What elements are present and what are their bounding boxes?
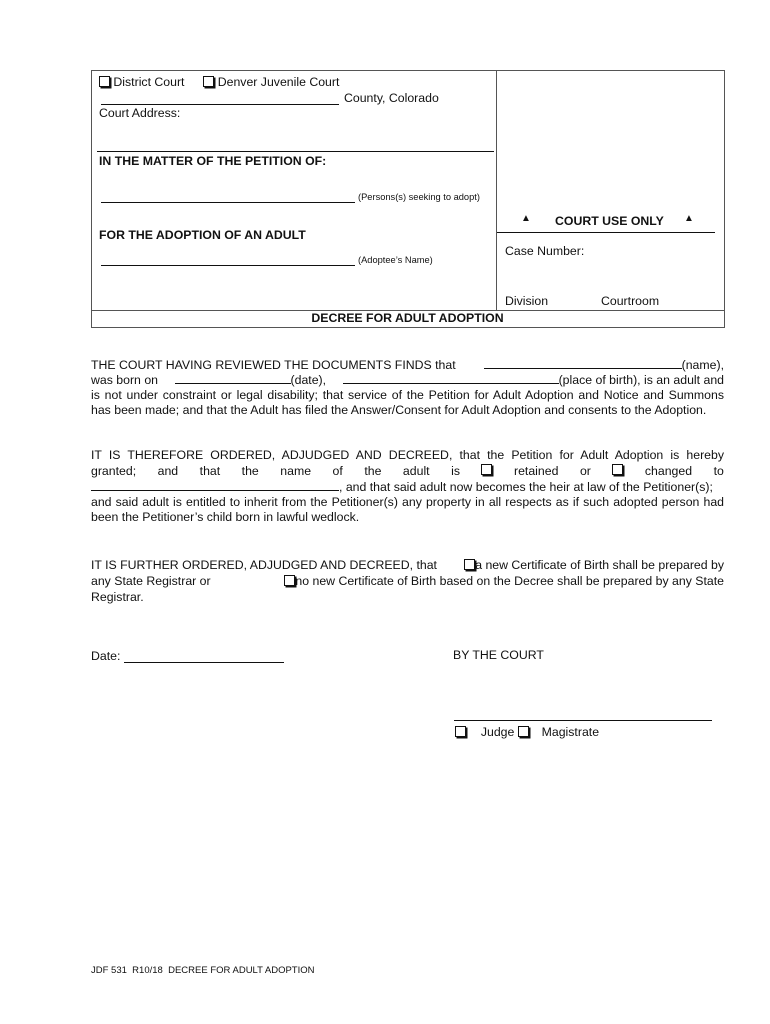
name-changed-checkbox[interactable]	[612, 464, 623, 475]
adoptee-name-blank[interactable]	[101, 265, 355, 266]
judge-checkbox[interactable]	[455, 726, 466, 737]
date-label: Date:	[91, 649, 121, 663]
form-footer: JDF 531 R10/18 DECREE FOR ADULT ADOPTION	[91, 965, 315, 976]
order-text-line4: and said adult is entitled to inherit from the Petitioner(s) any property in all respects as if such adopted person had	[91, 495, 724, 509]
district-court-label: District Court	[113, 75, 185, 89]
petitioner-name-blank[interactable]	[101, 202, 355, 203]
signature-date-field[interactable]	[124, 662, 284, 663]
triangle-up-icon: ▲	[521, 213, 531, 224]
denver-juvenile-court-checkbox[interactable]	[203, 76, 214, 87]
born-on-label: was born on	[91, 373, 158, 387]
order-word: is	[451, 464, 460, 478]
order-text-line5: been the Petitioner’s child born in lawful wedlock.	[91, 510, 360, 524]
caption-divider-vertical	[496, 70, 497, 310]
adoptee-name-field[interactable]	[484, 358, 682, 369]
decree-title: DECREE FOR ADULT ADOPTION	[311, 311, 504, 325]
registrar-text: Registrar.	[91, 590, 144, 604]
new-certificate-checkbox[interactable]	[464, 559, 475, 570]
court-address-label: Court Address:	[99, 106, 181, 120]
retained-label: retained	[513, 464, 559, 478]
order-word: of	[332, 464, 343, 478]
state-registrar-text: any State Registrar or	[91, 574, 211, 588]
court-use-only-label: COURT USE ONLY	[555, 214, 664, 228]
new-certificate-label: a new Certificate of Birth shall be prepared by	[475, 558, 724, 572]
no-new-certificate-label: no new Certificate of Birth based on the Decree shall be prepared by any State	[295, 574, 724, 588]
place-of-birth-label: (place of birth), is an adult and	[558, 373, 724, 387]
or-label: or	[579, 464, 591, 478]
order-word: name	[280, 464, 312, 478]
case-number-label: Case Number:	[505, 244, 585, 258]
order-text-line1: IT IS THEREFORE ORDERED, ADJUDGED AND DECREED, that the Petition for Adult Adoption is hereby	[91, 448, 724, 462]
county-colorado-label: County, Colorado	[344, 91, 439, 105]
in-the-matter-label: IN THE MATTER OF THE PETITION OF:	[99, 154, 327, 168]
county-blank[interactable]	[101, 104, 339, 105]
persons-seeking-label: (Persons(s) seeking to adopt)	[358, 192, 480, 202]
birth-certificate-paragraph	[91, 557, 724, 605]
name-retained-checkbox[interactable]	[481, 464, 492, 475]
order-word: the	[241, 464, 259, 478]
division-label: Division	[505, 294, 549, 308]
date-label: (date),	[290, 373, 327, 387]
changed-label: changed	[644, 464, 693, 478]
findings-text: THE COURT HAVING REVIEWED THE DOCUMENTS FINDS that	[91, 358, 456, 372]
denver-juvenile-court-label: Denver Juvenile Court	[217, 75, 340, 89]
no-new-certificate-checkbox[interactable]	[284, 575, 295, 586]
for-adoption-label: FOR THE ADOPTION OF AN ADULT	[99, 228, 306, 242]
findings-text-line4: has been made; and that the Adult has filed the Answer/Consent for Adult Adoption and consents to the Adoption.	[91, 403, 707, 417]
judge-label: Judge	[480, 725, 515, 739]
magistrate-label: Magistrate	[541, 725, 600, 739]
court-use-rule	[497, 232, 715, 233]
triangle-up-icon: ▲	[684, 213, 694, 224]
adoptee-name-label: (Adoptee’s Name)	[358, 255, 433, 265]
court-address-rule[interactable]	[97, 151, 494, 152]
findings-paragraph	[91, 358, 724, 418]
new-name-field[interactable]	[91, 480, 339, 491]
court-type-row	[99, 75, 339, 89]
to-label: to	[713, 464, 724, 478]
birth-date-field[interactable]	[175, 373, 291, 384]
order-word: that	[199, 464, 221, 478]
order-word: adult	[402, 464, 430, 478]
order-word: the	[364, 464, 382, 478]
order-word: granted;	[91, 464, 137, 478]
order-paragraph	[91, 448, 724, 525]
officer-type-row	[455, 725, 599, 739]
further-ordered-text: IT IS FURTHER ORDERED, ADJUDGED AND DECREED, that	[91, 558, 437, 572]
order-word: and	[157, 464, 179, 478]
name-label: (name),	[681, 358, 724, 372]
birth-place-field[interactable]	[343, 373, 559, 384]
findings-text-line3: is not under constraint or legal disability; that service of the Petition for Adult Adoption and Notice and Summons	[91, 388, 724, 402]
district-court-checkbox[interactable]	[99, 76, 110, 87]
magistrate-checkbox[interactable]	[518, 726, 529, 737]
by-the-court-label: BY THE COURT	[453, 648, 544, 662]
judge-signature-line[interactable]	[454, 720, 712, 721]
order-text-line3: , and that said adult now becomes the heir at law of the Petitioner(s);	[339, 480, 713, 494]
courtroom-label: Courtroom	[601, 294, 660, 308]
